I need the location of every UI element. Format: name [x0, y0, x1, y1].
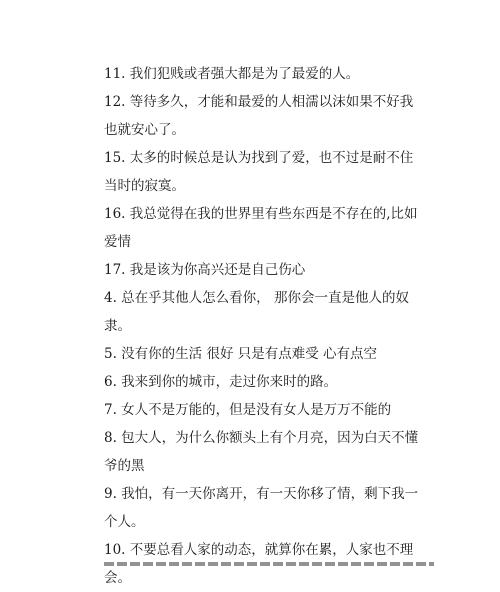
entry-line: 7. 女人不是万能的，但是没有女人是万万不能的	[104, 402, 392, 418]
list-item	[104, 284, 444, 340]
entry-line: 15. 太多的时候总是认为找到了爱，也不过是耐不住	[104, 150, 414, 166]
entry-line-continued: 会。	[104, 570, 131, 586]
entry-line: 16. 我总觉得在我的世界里有些东西是不存在的,比如	[104, 206, 418, 222]
entry-line: 8. 包大人，为什么你额头上有个月亮，因为白天不懂	[104, 430, 419, 446]
entry-line: 9. 我怕，有一天你离开，有一天你移了情，剩下我一	[104, 486, 419, 502]
entry-line: 17. 我是该为你高兴还是自己伤心	[104, 262, 306, 278]
entry-line-continued: 隶。	[104, 318, 131, 334]
entry-line-continued: 当时的寂寞。	[104, 178, 185, 194]
entry-line: 4. 总在乎其他人怎么看你， 那你会一直是他人的奴	[104, 290, 409, 306]
list-item	[104, 144, 444, 200]
entry-line-continued: 爱情	[104, 234, 131, 250]
list-item	[104, 60, 444, 88]
list-item	[104, 88, 444, 144]
list-item	[104, 256, 444, 284]
list-item	[104, 340, 444, 368]
entry-line: 5. 没有你的生活 很好 只是有点难受 心有点空	[104, 346, 378, 362]
cut-off-text-line	[104, 556, 434, 570]
entry-line-continued: 也就安心了。	[104, 122, 185, 138]
entry-line: 11. 我们犯贱或者强大都是为了最爱的人。	[104, 66, 360, 82]
entry-line: 12. 等待多久，才能和最爱的人相濡以沫如果不好我	[104, 94, 414, 110]
entry-line: 6. 我来到你的城市，走过你来时的路。	[104, 374, 338, 390]
entry-line: 10. 不要总看人家的动态，就算你在累，人家也不理	[104, 542, 414, 558]
list-item	[104, 480, 444, 536]
list-item	[104, 200, 444, 256]
list-item	[104, 396, 444, 424]
entry-line-continued: 个人。	[104, 514, 145, 530]
entry-line-continued: 爷的黑	[104, 458, 145, 474]
entry-list	[104, 60, 444, 592]
list-item	[104, 368, 444, 396]
list-item	[104, 424, 444, 480]
